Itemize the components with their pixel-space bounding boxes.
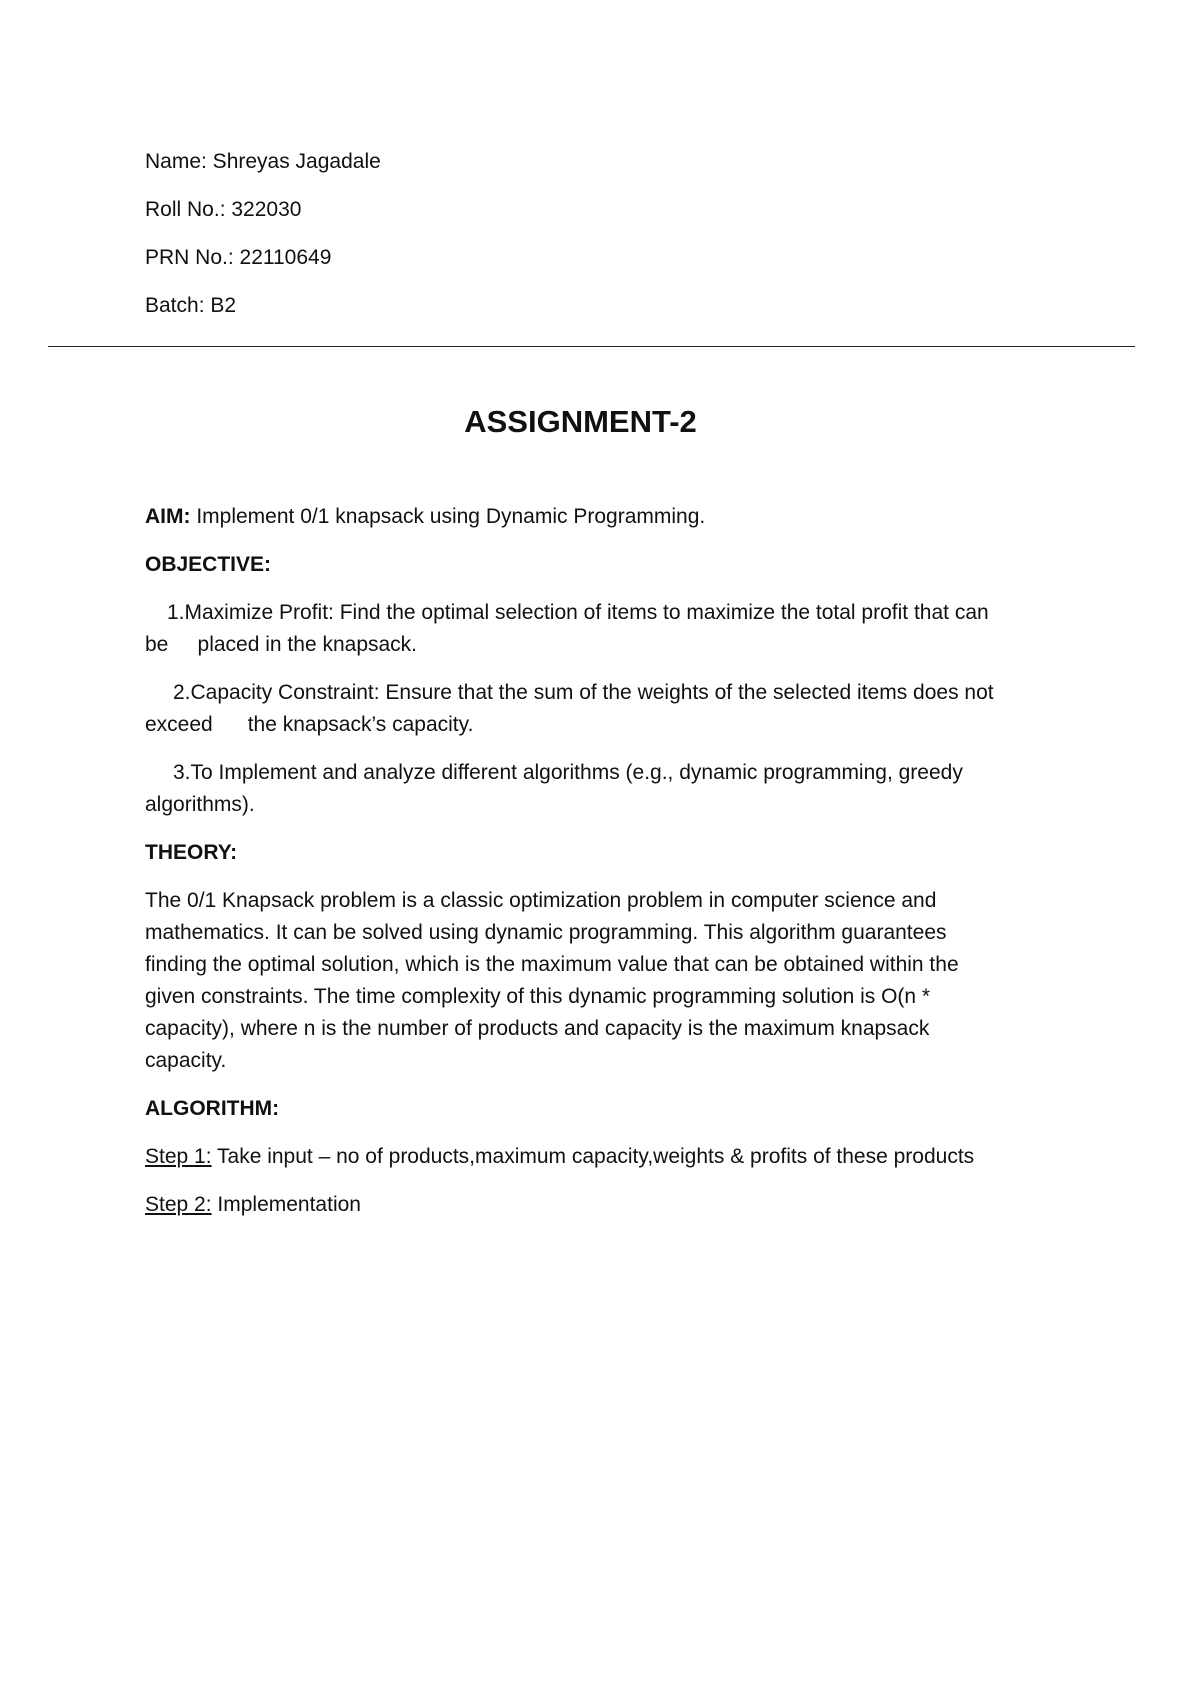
theory-heading: THEORY:	[145, 841, 238, 864]
theory-line: capacity.	[145, 1049, 227, 1072]
step-2-label: Step 2:	[145, 1193, 212, 1216]
algorithm-heading: ALGORITHM:	[145, 1097, 280, 1120]
objective-item-1	[145, 597, 989, 661]
algorithm-step-1	[145, 1141, 974, 1173]
objective-item-2-line2: exceed the knapsack’s capacity.	[145, 713, 474, 736]
algorithm-step-2	[145, 1189, 361, 1221]
step-1-text: Take input – no of products,maximum capacity,weights & profits of these products	[211, 1145, 975, 1168]
step-2-text: Implementation	[211, 1193, 361, 1216]
step-1-label: Step 1:	[145, 1145, 212, 1168]
objective-item-1-line1: 1.Maximize Profit: Find the optimal selection of items to maximize the total profit that can	[167, 601, 989, 624]
objective-item-2	[145, 677, 994, 741]
theory-line: finding the optimal solution, which is the maximum value that can be obtained within the	[145, 953, 959, 976]
batch: Batch: B2	[145, 294, 237, 317]
objective-heading: OBJECTIVE:	[145, 553, 272, 576]
student-name: Name: Shreyas Jagadale	[145, 150, 381, 173]
theory-line: mathematics. It can be solved using dynamic programming. This algorithm guarantees	[145, 921, 947, 944]
objective-item-1-line2: be placed in the knapsack.	[145, 633, 418, 656]
aim-line	[145, 501, 705, 533]
objective-item-2-line1: 2.Capacity Constraint: Ensure that the sum of the weights of the selected items does not	[173, 681, 994, 704]
theory-line: given constraints. The time complexity of this dynamic programming solution is O(n *	[145, 985, 931, 1008]
horizontal-divider	[48, 346, 1135, 347]
objective-item-3-line2: algorithms).	[145, 793, 255, 816]
assignment-title: ASSIGNMENT-2	[464, 404, 697, 439]
aim-text: Implement 0/1 knapsack using Dynamic Programming.	[190, 505, 706, 528]
objective-item-3-line1: 3.To Implement and analyze different algorithms (e.g., dynamic programming, greedy	[173, 761, 963, 784]
objective-item-3	[145, 757, 963, 821]
roll-number: Roll No.: 322030	[145, 198, 302, 221]
theory-line: The 0/1 Knapsack problem is a classic optimization problem in computer science and	[145, 889, 937, 912]
prn-number: PRN No.: 22110649	[145, 246, 332, 269]
theory-paragraph	[145, 885, 959, 1077]
theory-line: capacity), where n is the number of products and capacity is the maximum knapsack	[145, 1017, 930, 1040]
aim-label: AIM:	[145, 505, 191, 528]
